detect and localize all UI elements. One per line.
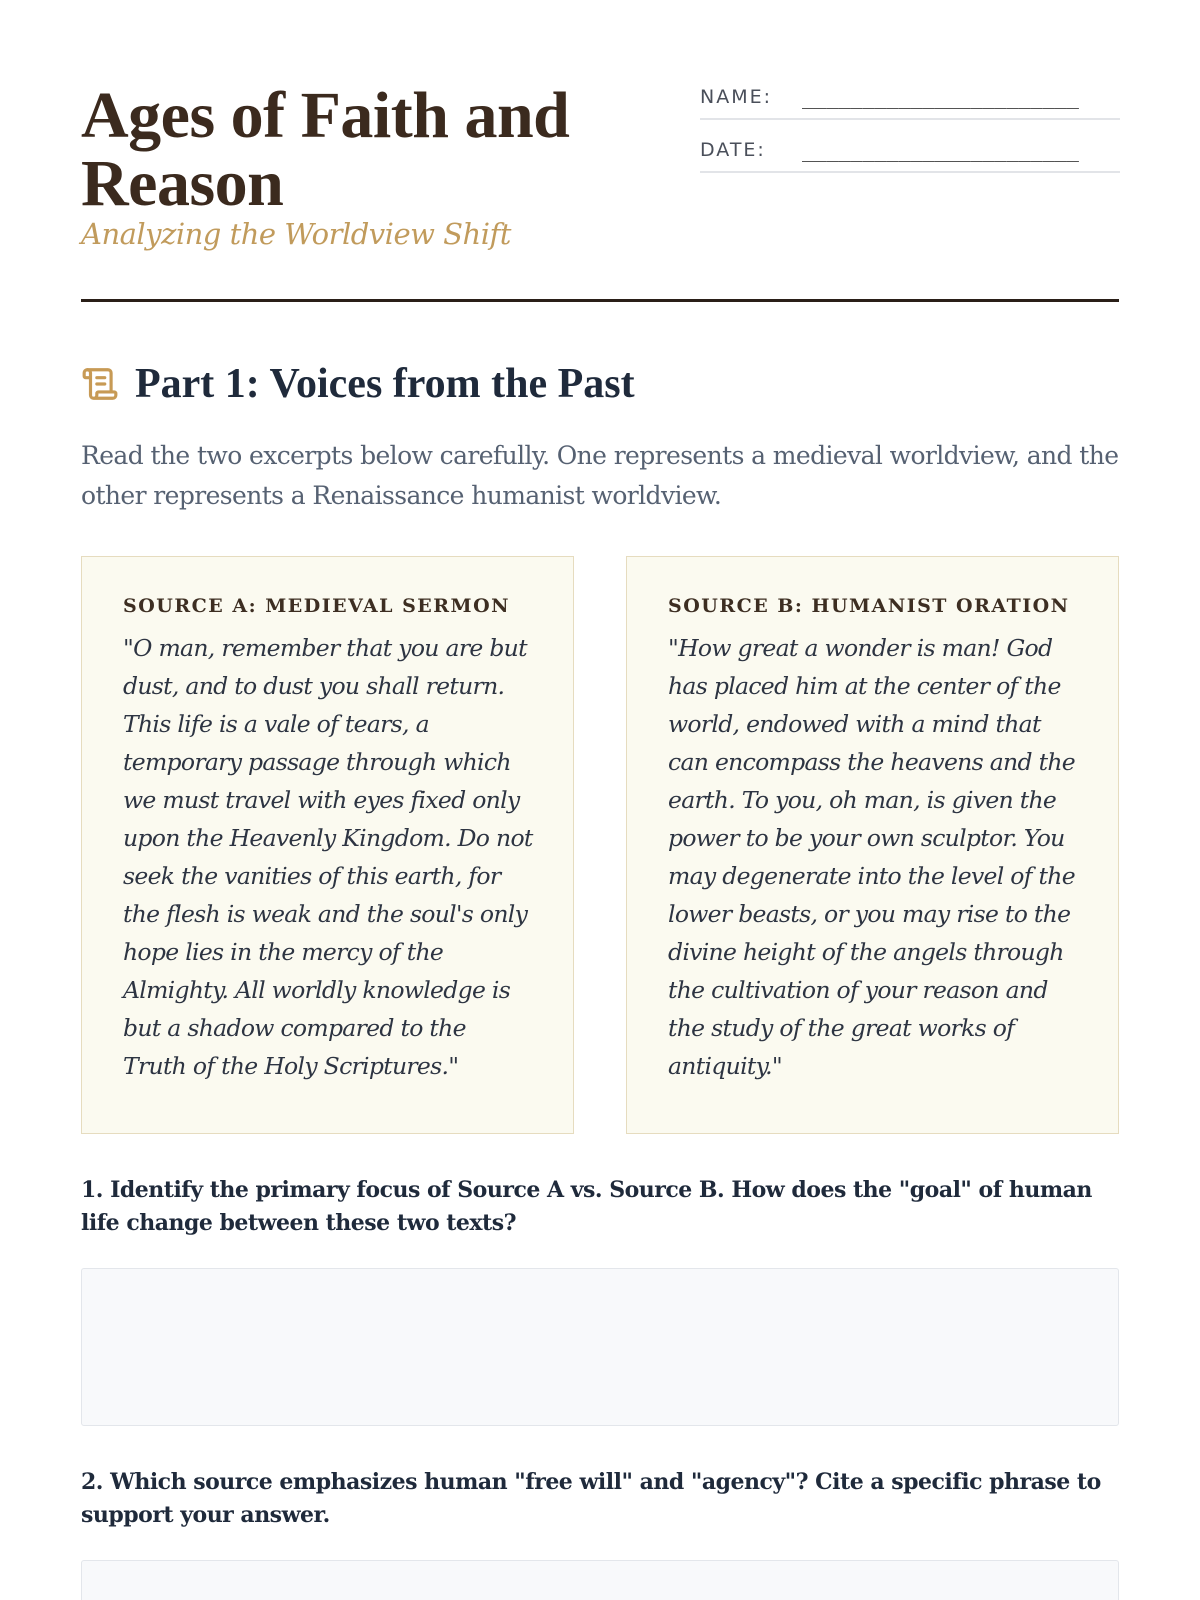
scroll-icon bbox=[81, 365, 119, 403]
question-1: 1. Identify the primary focus of Source A vs. Source B. How does the "goal" of human life change between these two texts? bbox=[81, 1177, 1092, 1236]
worksheet-header bbox=[81, 0, 1119, 302]
date-field[interactable] bbox=[700, 129, 1120, 173]
name-blank[interactable]: _______________________ bbox=[802, 85, 1079, 109]
worksheet-subtitle: Analyzing the Worldview Shift bbox=[81, 217, 511, 251]
answer-box-1[interactable] bbox=[81, 1268, 1119, 1426]
source-b-label: SOURCE B: HUMANIST ORATION bbox=[668, 595, 1070, 617]
date-label: DATE: bbox=[700, 139, 766, 161]
section-title: Part 1: Voices from the Past bbox=[135, 361, 635, 407]
date-blank[interactable]: _______________________ bbox=[802, 138, 1079, 162]
source-b-card bbox=[626, 556, 1119, 1134]
name-field[interactable] bbox=[700, 76, 1120, 120]
source-a-text: "O man, remember that you are but dust, and to dust you shall return. This life is a vale of tears, a temporary passage through which we must travel with eyes fixed only upon the Heavenly Kingdom. Do not seek the vanities of this earth, for the flesh is weak and the soul's only hope lies in the mercy of the Almighty. All worldly knowledge is but a shadow compared to the Truth of the Holy Scriptures." bbox=[123, 634, 533, 1080]
question-2: 2. Which source emphasizes human "free will" and "agency"? Cite a specific phrase to support your answer. bbox=[81, 1469, 1101, 1528]
section-intro: Read the two excerpts below carefully. One represents a medieval worldview, and the other represents a Renaissance humanist worldview. bbox=[81, 441, 1119, 510]
name-label: NAME: bbox=[700, 86, 773, 108]
source-excerpts bbox=[81, 556, 1119, 1134]
section-header bbox=[81, 358, 1119, 410]
worksheet-title: Ages of Faith and Reason bbox=[81, 79, 570, 220]
student-info-fields bbox=[700, 76, 1120, 182]
source-a-label: SOURCE A: MEDIEVAL SERMON bbox=[123, 595, 511, 617]
answer-box-2[interactable] bbox=[81, 1560, 1119, 1600]
source-b-text: "How great a wonder is man! God has placed him at the center of the world, endowed with a mind that can encompass the heavens and the earth. To you, oh man, is given the power to be your own sculptor. You may degenerate into the level of the lower beasts, or you may rise to the divine height of the angels through the cultivation of your reason and the study of the great works of antiquity." bbox=[668, 634, 1075, 1080]
source-a-card bbox=[81, 556, 574, 1134]
